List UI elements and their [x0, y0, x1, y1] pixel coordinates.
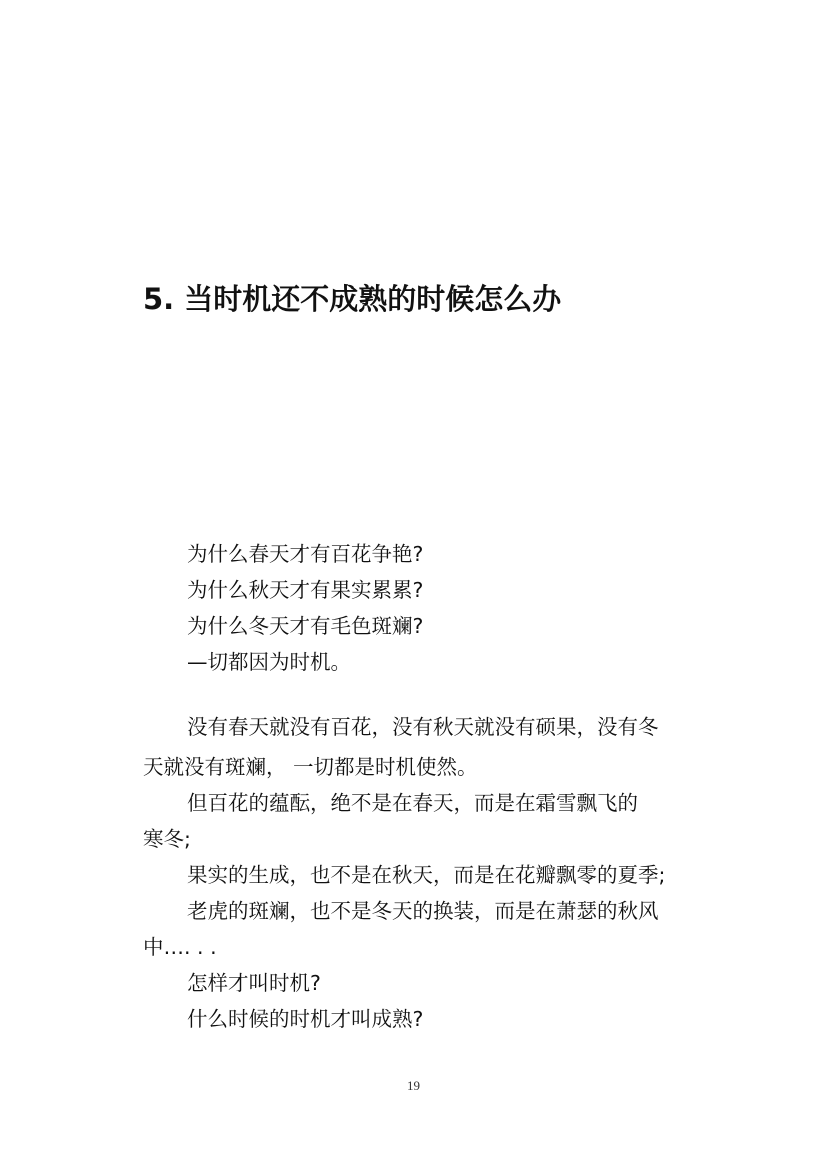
page-number: 19: [407, 1078, 420, 1093]
paragraph-line: —切都因为时机。: [187, 650, 351, 674]
paragraph-line: 但百花的蕴酝，绝不是在春天，而是在霜雪飘飞的: [187, 791, 638, 815]
paragraph-line: 为什么冬天才有毛色斑斓?: [187, 614, 424, 638]
paragraph-line: 老虎的斑斓，也不是冬天的换装，而是在萧瑟的秋风: [187, 899, 659, 923]
paragraph-line: 怎样才叫时机?: [187, 971, 321, 995]
paragraph-line: 天就没有斑斓， 一切都是时机使然。: [143, 755, 478, 779]
paragraph-line: 为什么秋天才有果实累累?: [187, 578, 424, 602]
paragraph-line: 为什么春天才有百花争艳?: [187, 542, 424, 566]
paragraph-line: 寒冬;: [143, 827, 191, 851]
paragraph-line: 什么时候的时机才叫成熟?: [187, 1007, 424, 1031]
paragraph-line: 中…. . .: [143, 935, 217, 959]
paragraph-line: 果实的生成，也不是在秋天，而是在花瓣飘零的夏季;: [187, 863, 666, 887]
chapter-title: 5. 当时机还不成熟的时候怎么办: [143, 282, 562, 316]
paragraph-line: 没有春天就没有百花，没有秋天就没有硕果，没有冬: [187, 715, 659, 739]
